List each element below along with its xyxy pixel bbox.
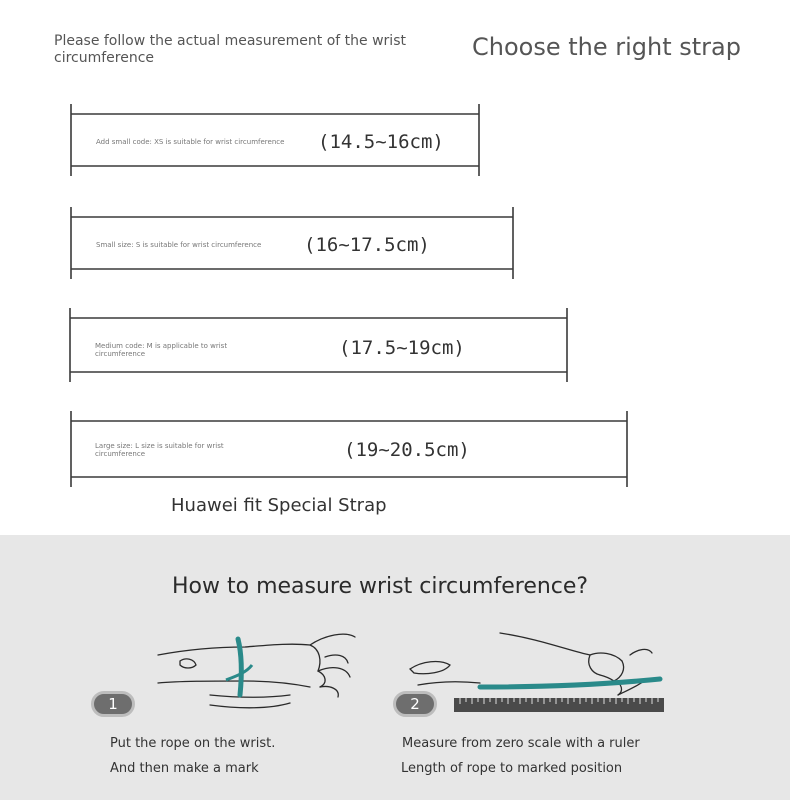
step-1-line-1: Put the rope on the wrist. bbox=[110, 736, 276, 751]
step-2-line-2: Length of rope to marked position bbox=[401, 761, 623, 776]
hand-with-rope-icon bbox=[150, 625, 370, 725]
strap-s-desc: Small size: S is suitable for wrist circumference bbox=[96, 241, 262, 249]
strap-m-range: (17.5~19cm) bbox=[339, 337, 465, 359]
hand-with-ruler-icon bbox=[400, 625, 680, 725]
measurement-instruction: Please follow the actual measurement of the wrist circumference bbox=[54, 33, 406, 66]
step-1-line-2: And then make a mark bbox=[110, 761, 259, 776]
measurement-title: How to measure wrist circumference? bbox=[172, 574, 589, 599]
step-2-line-1: Measure from zero scale with a ruler bbox=[402, 736, 640, 751]
step-2-badge: 2 bbox=[393, 691, 437, 717]
strap-l-desc: Large size: L size is suitable for wrist circumference bbox=[95, 442, 224, 458]
strap-l-range: (19~20.5cm) bbox=[344, 439, 470, 461]
product-caption: Huawei fit Special Strap bbox=[171, 495, 387, 516]
strap-xs-desc: Add small code: XS is suitable for wrist circumference bbox=[96, 138, 285, 146]
strap-l bbox=[70, 411, 628, 487]
step-1-badge: 1 bbox=[91, 691, 135, 717]
page-title: Choose the right strap bbox=[472, 33, 741, 61]
strap-s bbox=[70, 207, 514, 279]
strap-xs-range: (14.5~16cm) bbox=[318, 131, 444, 153]
strap-s-range: (16~17.5cm) bbox=[304, 234, 430, 256]
strap-m bbox=[69, 308, 568, 382]
strap-m-desc: Medium code: M is applicable to wrist circumference bbox=[95, 342, 228, 358]
strap-xs bbox=[70, 104, 480, 176]
